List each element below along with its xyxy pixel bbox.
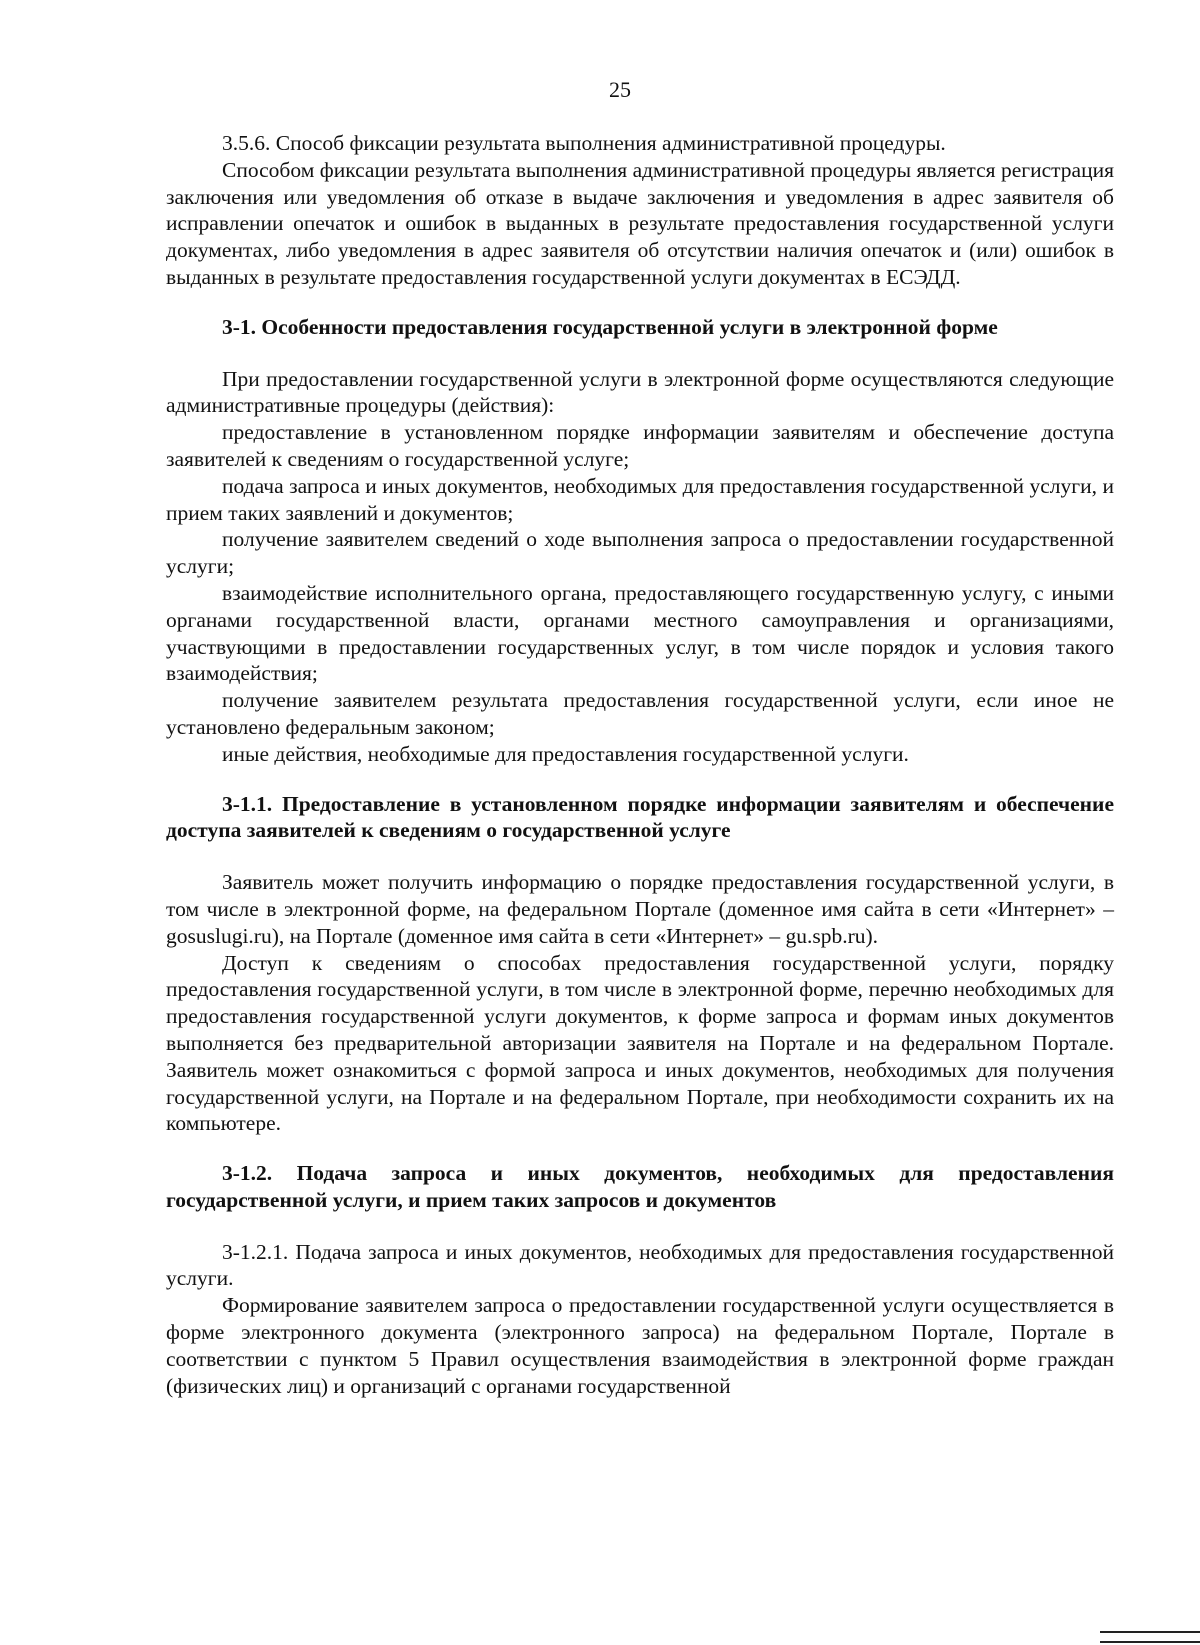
paragraph-3-5-6-title: 3.5.6. Способ фиксации результата выполнения административной процедуры.	[222, 131, 946, 155]
list-item-interaction: взаимодействие исполнительного органа, предоставляющего государственную услугу, с иными органами государственной власти, органами местного самоуправления и организациями, участвующими в предоставлении государственных услуг, в том числе порядок и условия такого взаимодействия;	[166, 580, 1114, 686]
list-item-information: предоставление в установленном порядке информации заявителям и обеспечение доступа заявителей к сведениям о государственной услуге;	[166, 420, 1114, 471]
paragraph-portal-info: Заявитель может получить информацию о порядке предоставления государственной услуги, в том числе в электронной форме, на федеральном Портале (доменное имя сайта в сети «Интернет» – gosuslugi.ru), на Портале (доменное имя сайта в сети «Интернет» – gu.spb.ru).	[166, 870, 1114, 948]
section-heading-3-1: 3-1. Особенности предоставления государственной услуги в электронной форме	[222, 314, 998, 339]
paragraph-request-forming: Формирование заявителем запроса о предоставлении государственной услуги осуществляется в форме электронного документа (электронного запроса) на федеральном Портале, Портале в соответствии с пунктом 5 Правил осуществления взаимодействия в электронной форме граждан (физических лиц) и организаций с органами государственной	[166, 1293, 1114, 1398]
paragraph-access-info: Доступ к сведениям о способах предоставления государственной услуги, порядку предоставления государственной услуги, в том числе в электронной форме, перечню необходимых для предоставления государственной услуги документов, к форме запроса и формам иных документов выполняется без предварительной авторизации заявителя на Портале и на федеральном Портале. Заявитель может ознакомиться с формой запроса и иных документов, необходимых для получения государственной услуги, на Портале и на федеральном Портале, при необходимости сохранить их на компьютере.	[166, 950, 1114, 1136]
paragraph-3-1-2-1: 3-1.2.1. Подача запроса и иных документов, необходимых для предоставления государственной услуги.	[166, 1239, 1114, 1291]
list-item-request-status: получение заявителем сведений о ходе выполнения запроса о предоставлении государственной услуги;	[166, 527, 1114, 579]
list-item-request-submission: подача запроса и иных документов, необходимых для предоставления государственной услуги, и прием таких заявлений и документов;	[166, 473, 1114, 525]
section-heading-3-1-2: 3-1.2. Подача запроса и иных документов, необходимых для предоставления государственной услуги, и прием таких запросов и документов	[166, 1161, 1114, 1212]
page-number: 25	[609, 77, 631, 102]
paragraph-fixation-method: Способом фиксации результата выполнения административной процедуры является регистрация заключения или уведомления об отказе в выдаче заключения и уведомления в адрес заявителя об исправлении опечаток и ошибок в выданных в результате предоставления государственной услуги документах, либо уведомления в адрес заявителя об отсутствии наличия опечаток и (или) ошибок в выданных в результате предоставления государственной услуги документах в ЕСЭДД.	[166, 157, 1114, 289]
list-item-result: получение заявителем результата предоставления государственной услуги, если иное не установлено федеральным законом;	[166, 688, 1114, 739]
section-heading-3-1-1: 3-1.1. Предоставление в установленном порядке информации заявителям и обеспечение доступа заявителей к сведениям о государственной услуге	[166, 791, 1114, 843]
document-body	[166, 130, 1114, 1399]
list-item-other-actions: иные действия, необходимые для предоставления государственной услуги.	[222, 741, 909, 766]
corner-scan-mark	[1100, 1631, 1200, 1643]
paragraph-procedures-intro: При предоставлении государственной услуги в электронной форме осуществляются следующие административные процедуры (действия):	[166, 366, 1114, 418]
